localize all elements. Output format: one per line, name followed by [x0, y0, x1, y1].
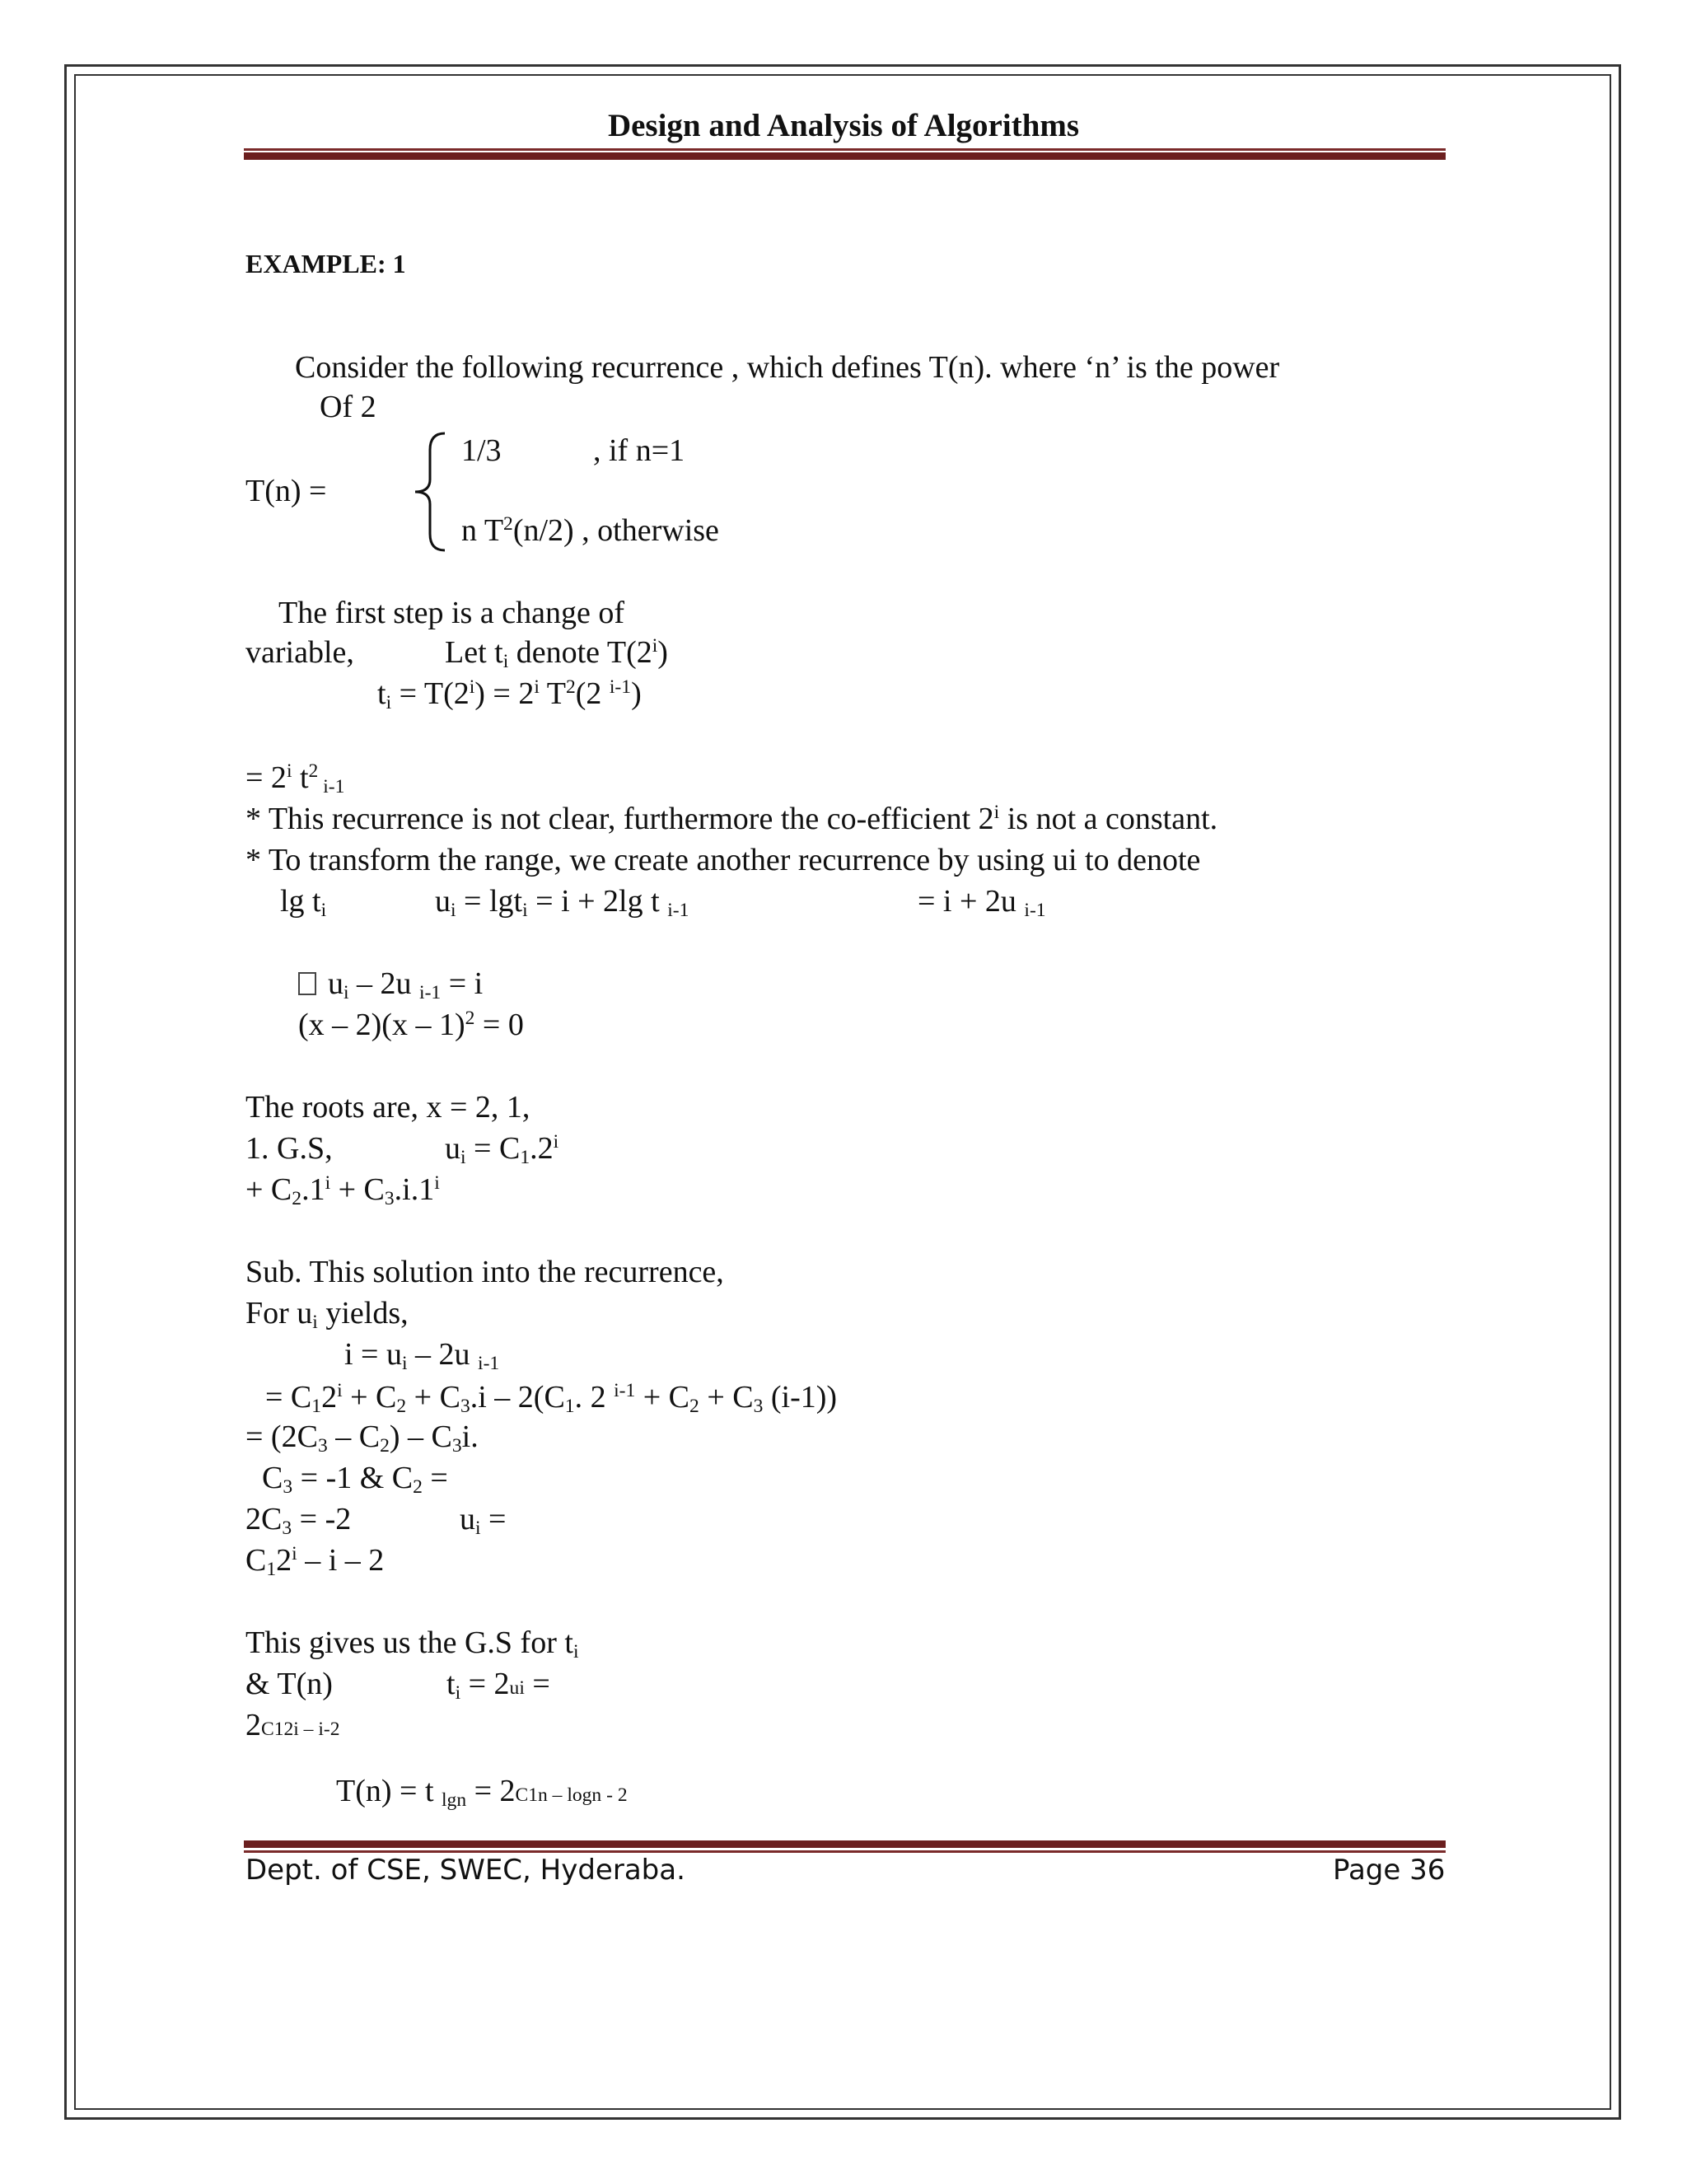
- gs-continuation: + $C_2.1^i + C_3.i.1^i$: [245, 1172, 440, 1209]
- substitution-line-1: Sub. This solution into the recurrence,: [245, 1255, 724, 1289]
- derivation-eq-1: = $2^i$ $t^2$ $_{i-1}$: [245, 760, 345, 797]
- conclusion-tn-label: & T(n): [245, 1667, 333, 1701]
- lg-ti: $\lg t_i$: [280, 884, 327, 921]
- recurrence-lhs: T(n) =: [245, 474, 327, 508]
- substitution-eq-5-u: $u_i$ =: [460, 1502, 507, 1539]
- substitution-eq-5: $2C_3 = -2$: [245, 1502, 352, 1539]
- gs-equation: $u_i = C_1.2^i$: [445, 1131, 559, 1168]
- substitution-eq-3: = $(2C_3 - C_2) - C_3i$.: [245, 1419, 479, 1457]
- conclusion-line-1: This gives us the G.S for $t_i$: [245, 1625, 579, 1663]
- page-title: Design and Analysis of Algorithms: [607, 108, 1080, 143]
- final-equation: T(n) = t $_{lgn}$ = 2C1n – logn - 2: [336, 1774, 628, 1811]
- intro-line-2: Of 2: [320, 390, 376, 424]
- step-equation: $t_i = T(2^i) = 2^i$ $T^2(2$ $^{i-1}$): [377, 676, 642, 713]
- implies-glyph-icon: [298, 972, 316, 995]
- u-definition: $u_i = \lg t_i = i + 2\lg$ t $_{i-1}$: [435, 884, 689, 921]
- roots-line: The roots are, x = 2, 1,: [245, 1090, 530, 1125]
- substitution-eq-2: = $C_12^i + C_2 + C_3.i - 2(C_1$. 2 $^{i-1} + C_2 + C_3$ (i-1)): [265, 1380, 838, 1417]
- characteristic-equation: (x – 2)(x – 1)$^2$ = 0: [298, 1008, 524, 1042]
- header-rule-thin: [244, 148, 1446, 151]
- difference-equation: $u_i - 2u$ $_{i-1}$ = i: [298, 966, 483, 1002]
- bullet-2: * To transform the range, we create another recurrence by using ui to denote: [245, 843, 1201, 877]
- footer-rule-thin: [244, 1850, 1446, 1853]
- substitution-eq-1: $i = u_i - 2u$ $_{i-1}$: [344, 1337, 500, 1374]
- case-1-condition: , if n=1: [593, 433, 685, 468]
- step-line-1: The first step is a change of: [278, 596, 624, 630]
- substitution-line-2: For $u_i$ yields,: [245, 1296, 409, 1333]
- example-heading: EXAMPLE: 1: [245, 249, 406, 278]
- header-rule-thick: [244, 152, 1446, 160]
- conclusion-line-3: 2C12i – i-2: [245, 1708, 340, 1742]
- case-1-value: 1/3: [461, 433, 502, 468]
- u-result: = i + 2u $_{i-1}$: [918, 884, 1046, 921]
- footer-page-number: Page 36: [1333, 1854, 1446, 1887]
- footer-rule-thick: [244, 1840, 1446, 1848]
- substitution-eq-6: $C_12^i$ – i – 2: [245, 1543, 385, 1580]
- footer-department: Dept. of CSE, SWEC, Hyderaba.: [245, 1854, 685, 1887]
- conclusion-ti-equation: $t_i = 2ui$ =: [446, 1667, 550, 1704]
- step-variable-label: variable,: [245, 635, 354, 670]
- case-2: n $T^2(n/2)$ , otherwise: [461, 513, 719, 548]
- substitution-eq-4: $C_3 = -1$ & $C_2$ =: [262, 1461, 448, 1498]
- gs-label: 1. G.S,: [245, 1131, 333, 1166]
- step-let-ti: Let $t_i$ denote T(2$^i$): [445, 635, 668, 672]
- intro-line-1: Consider the following recurrence , which defines T(n). where ‘n’ is the power: [295, 350, 1280, 385]
- left-brace-icon: [412, 430, 448, 554]
- bullet-1: * This recurrence is not clear, furthermore the co-efficient 2$^i$ is not a constant.: [245, 802, 1218, 836]
